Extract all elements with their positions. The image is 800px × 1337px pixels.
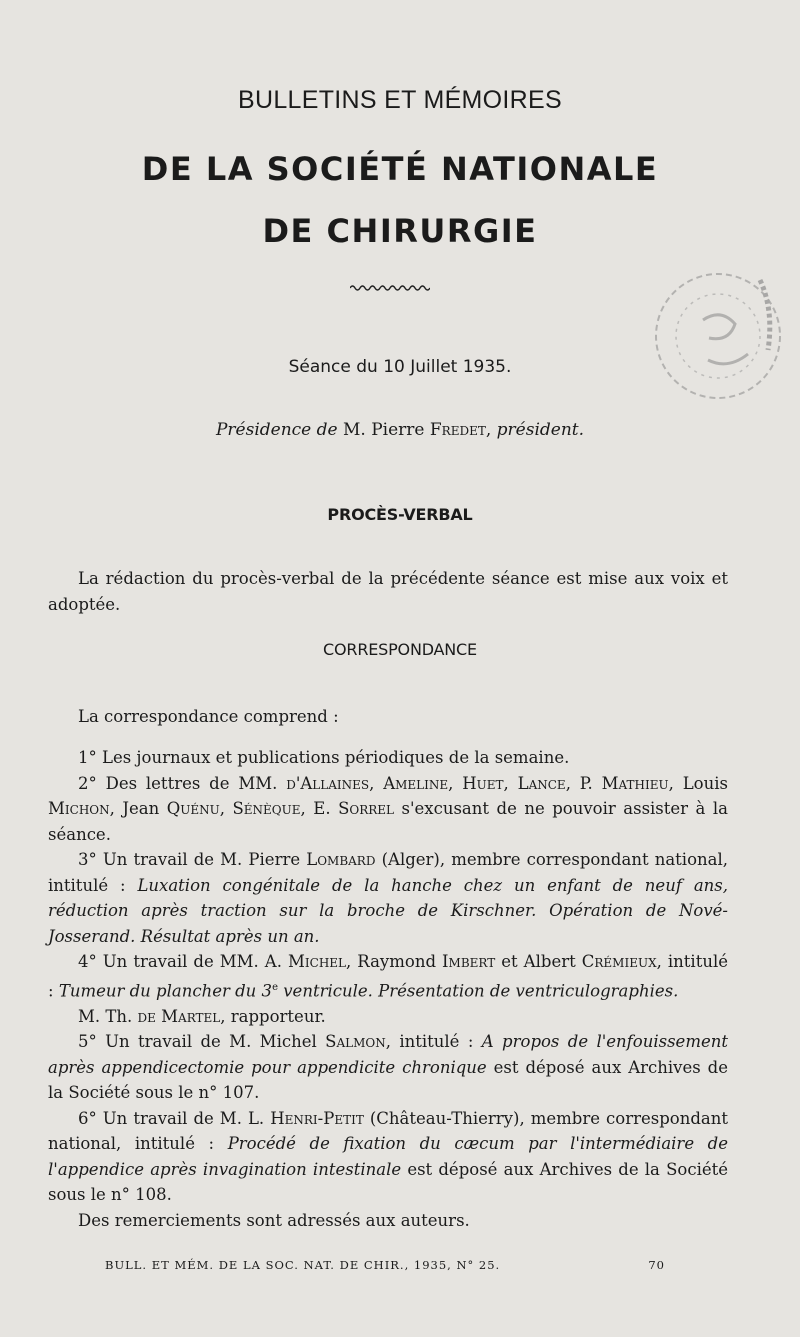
page-footer — [105, 1258, 665, 1272]
ornament-divider — [350, 283, 430, 293]
item4-author-2: Imbert — [442, 952, 496, 971]
item2-name-7: Quénu — [166, 799, 220, 818]
item2-sep-2: , — [448, 773, 463, 793]
list-item-4 — [48, 949, 728, 1004]
item2-sep-4: , P. — [565, 773, 602, 793]
item3-text-b: (Alger), membre correspondant national, intitulé : — [48, 850, 729, 895]
item5-text-a: 5° Un travail de M. Michel — [78, 1032, 326, 1051]
list-item-2 — [48, 771, 728, 848]
page-number: 70 — [648, 1258, 665, 1272]
session-date: Séance du 10 Juillet 1935. — [288, 357, 512, 377]
item2-name-4: Lance — [517, 773, 566, 793]
item6-text-c: est déposé aux Archives de la Société sous le n° 108. — [48, 1159, 729, 1204]
president-name: Fredet — [429, 420, 486, 440]
correspondance-heading: CORRESPONDANCE — [323, 640, 477, 659]
item2-name-1: d'Allaines — [286, 773, 370, 793]
correspondance-intro: La correspondance comprend : — [78, 707, 339, 726]
presidency-mr: M. Pierre — [337, 420, 430, 440]
item6-text-b: (Château-Thierry), membre correspondant national, intitulé : — [48, 1108, 728, 1153]
item2-name-3: Huet — [462, 773, 504, 793]
presidency-prefix: Présidence de — [215, 420, 338, 440]
rapporteur-line — [48, 1004, 728, 1030]
item6-author: Henri-Petit — [270, 1108, 364, 1128]
item2-sep-3: , — [503, 773, 518, 793]
footer-reference: BULL. ET MÉM. DE LA SOC. NAT. DE CHIR., 1935, N° 25. — [105, 1258, 501, 1272]
journal-title-line3: DE CHIRURGIE — [262, 212, 538, 250]
item2-sep-8: , E. — [300, 799, 339, 818]
item2-name-2: Ameline — [383, 773, 449, 793]
presidency-line — [0, 420, 800, 440]
list-item-3 — [48, 847, 728, 949]
item2-sep-1: , — [369, 773, 384, 793]
item3-title: Luxation congénitale de la hanche chez un enfant de neuf ans, réduction après traction sur la broche de Kirschner. Opération de Nové-Josserand. Résultat après un an. — [48, 875, 728, 946]
presidency-role: président. — [496, 420, 585, 440]
item2-name-5: Mathieu — [601, 773, 669, 793]
item4-author-1: Michel — [288, 952, 347, 971]
list-item-6 — [48, 1106, 728, 1208]
correspondance-intro-block — [48, 704, 728, 730]
item4-title-sup: e — [272, 981, 278, 993]
item3-author: Lombard — [306, 850, 376, 869]
item2-name-6: Michon — [48, 799, 110, 818]
presidency-comma: , — [485, 420, 497, 440]
library-stamp-icon — [648, 250, 783, 425]
journal-title-line1: BULLETINS ET MÉMOIRES — [238, 86, 562, 114]
item6-title: Procédé de fixation du cæcum par l'intermédiaire de l'appendice après invagination intestinale — [48, 1134, 728, 1179]
rapporteur-name: de Martel — [137, 1006, 221, 1026]
item4-text-d: , intitulé : — [48, 952, 729, 1000]
thanks-line: Des remerciements sont adressés aux auteurs. — [78, 1210, 470, 1230]
proces-verbal-heading: PROCÈS-VERBAL — [327, 505, 473, 524]
rapporteur-text-a: M. Th. — [78, 1006, 138, 1026]
item4-text-c: et Albert — [495, 952, 582, 971]
item2-name-9: Sorrel — [338, 799, 395, 818]
item4-author-3: Crémieux — [581, 952, 657, 971]
item4-title-a: Tumeur du plancher du 3 — [58, 981, 273, 1000]
item2-sep-5: , Louis — [668, 773, 728, 793]
item2-end: s'excusant de ne pouvoir assister à la séance. — [48, 799, 729, 844]
list-item-1: 1° Les journaux et publications périodiques de la semaine. — [78, 748, 570, 767]
item5-text-c: est déposé aux Archives de la Société sous le n° 107. — [48, 1057, 728, 1102]
item2-sep-6: , Jean — [109, 799, 167, 818]
item4-text-b: , Raymond — [346, 952, 443, 971]
rapporteur-text-b: , rapporteur. — [220, 1006, 326, 1026]
item5-text-b: , intitulé : — [385, 1032, 482, 1051]
list-item-5 — [48, 1029, 728, 1106]
item4-title-b: ventricule. Présentation de ventriculographies. — [277, 981, 679, 1000]
item3-text-a: 3° Un travail de M. Pierre — [78, 850, 307, 869]
item6-text-a: 6° Un travail de M. L. — [78, 1108, 271, 1128]
item4-text-a: 4° Un travail de MM. A. — [78, 952, 288, 971]
correspondance-list — [48, 745, 728, 1233]
item2-sep-7: , — [219, 799, 233, 818]
item2-name-8: Sénèque — [232, 799, 301, 818]
proces-verbal-paragraph: La rédaction du procès-verbal de la précédente séance est mise aux voix et adoptée. — [48, 569, 728, 614]
item2-text-a: 2° Des lettres de MM. — [78, 773, 287, 793]
proces-verbal-text — [48, 566, 728, 617]
item5-title: A propos de l'enfouissement après appendicectomie pour appendicite chronique — [48, 1032, 728, 1077]
item5-author: Salmon — [325, 1032, 386, 1051]
journal-title-line2: DE LA SOCIÉTÉ NATIONALE — [141, 150, 659, 188]
